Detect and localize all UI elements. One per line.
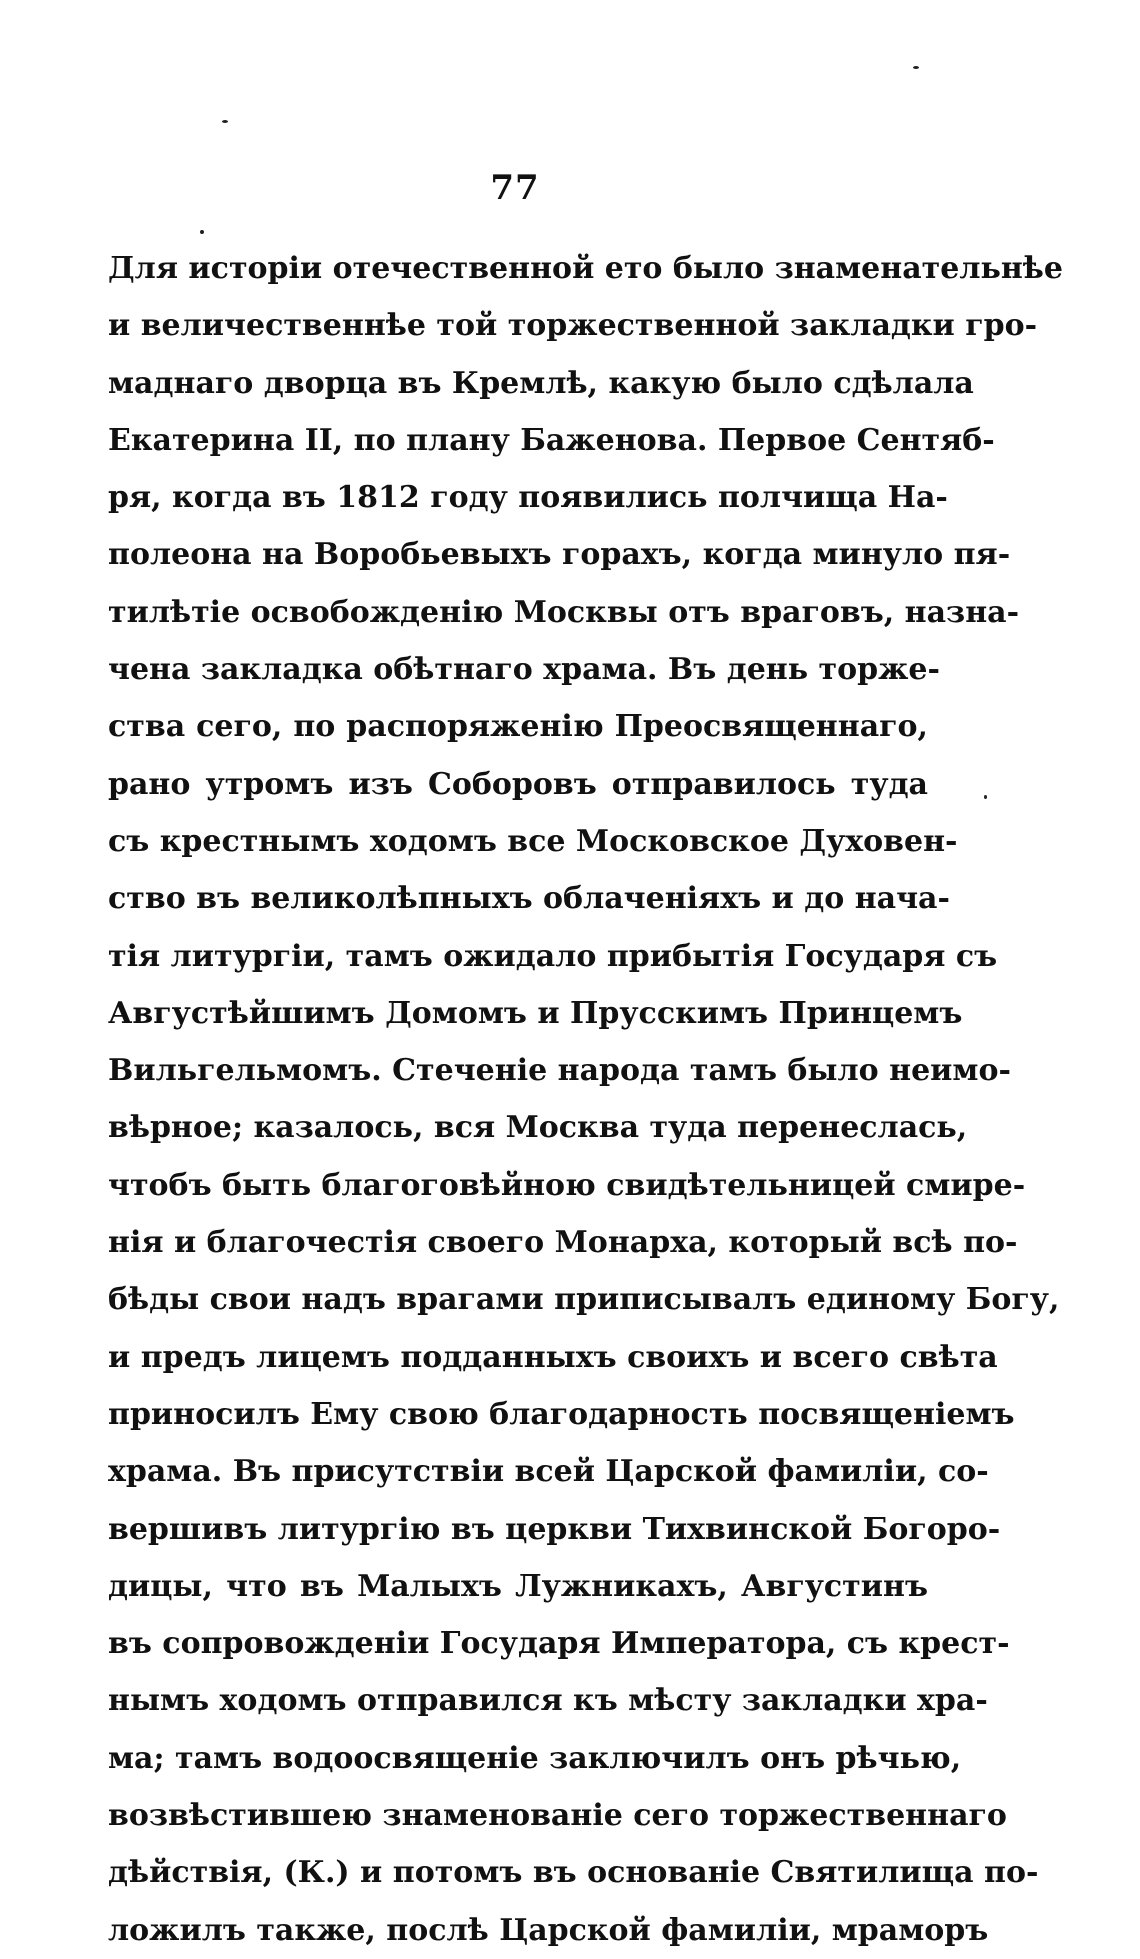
- text-line: храма. Въ присутствіи всей Царской фамиліи, со-: [108, 1454, 989, 1490]
- text-line: нымъ ходомъ отправился къ мѣсту закладки хра-: [108, 1683, 988, 1719]
- text-line: вѣрное; казалось, вся Москва туда перенеслась,: [108, 1110, 968, 1146]
- text-line: ма; тамъ водоосвященіе заключилъ онъ рѣчью,: [108, 1740, 962, 1776]
- scan-speck: [913, 66, 919, 69]
- text-line: вершивъ литургію въ церкви Тихвинской Богоро-: [108, 1511, 1001, 1547]
- text-line: приносилъ Ему свою благодарность посвященіемъ: [108, 1396, 1015, 1432]
- text-line: полеона на Воробьевыхъ горахъ, когда минуло пя-: [108, 537, 1011, 573]
- text-line: Для исторіи отечественной ето было знаменательнѣе: [108, 251, 1063, 286]
- scan-speck: [984, 795, 987, 799]
- text-line: рано утромъ изъ Соборовъ отправилось туда: [108, 766, 928, 802]
- text-line: возвѣстившею знаменованіе сего торжественнаго: [108, 1798, 1007, 1834]
- scan-speck: [222, 120, 228, 123]
- text-line: ство въ великолѣпныхъ облаченіяхъ и до нача-: [108, 881, 950, 917]
- text-line: Вильгельмомъ. Стеченіе народа тамъ было неимо-: [108, 1053, 1011, 1089]
- text-line: нія и благочестія своего Монарха, который всѣ по-: [108, 1225, 1018, 1261]
- text-line: тилѣтіе освобожденію Москвы отъ враговъ, назна-: [108, 594, 1020, 630]
- text-line: чтобъ быть благоговѣйною свидѣтельницей смире-: [108, 1167, 1026, 1203]
- text-line: чена закладка обѣтнаго храма. Въ день торже-: [108, 652, 940, 688]
- text-line: дѣйствія, (К.) и потомъ въ основаніе Святилища по-: [108, 1855, 1039, 1891]
- scan-speck: [200, 230, 204, 234]
- page-number: 77: [490, 168, 540, 208]
- text-line: тія литургіи, тамъ ожидало прибытія Государя съ: [108, 938, 998, 974]
- text-line: бѣды свои надъ врагами приписывалъ единому Богу,: [108, 1282, 1060, 1318]
- text-line: въ сопровожденіи Государя Императора, съ крест-: [108, 1626, 1010, 1662]
- text-line: дицы, что въ Малыхъ Лужникахъ, Августинъ: [108, 1568, 928, 1604]
- body-text: [108, 240, 1063, 1959]
- text-line: ря, когда въ 1812 году появились полчища На-: [108, 480, 948, 516]
- text-line: ложилъ также, послѣ Царской фамиліи, мраморъ: [108, 1912, 989, 1948]
- text-line: съ крестнымъ ходомъ все Московское Духовен-: [108, 823, 958, 859]
- text-line: маднаго дворца въ Кремлѣ, какую было сдѣлала: [108, 365, 974, 401]
- text-line: и предъ лицемъ подданныхъ своихъ и всего свѣта: [108, 1339, 998, 1375]
- text-line: Екатерина II, по плану Баженова. Первое Сентяб-: [108, 422, 995, 458]
- text-line: и величественнѣе той торжественной закладки гро-: [108, 308, 1038, 344]
- text-line: ства сего, по распоряженію Преосвященнаго,: [108, 709, 928, 745]
- text-line: Августѣйшимъ Домомъ и Прусскимъ Принцемъ: [108, 995, 963, 1031]
